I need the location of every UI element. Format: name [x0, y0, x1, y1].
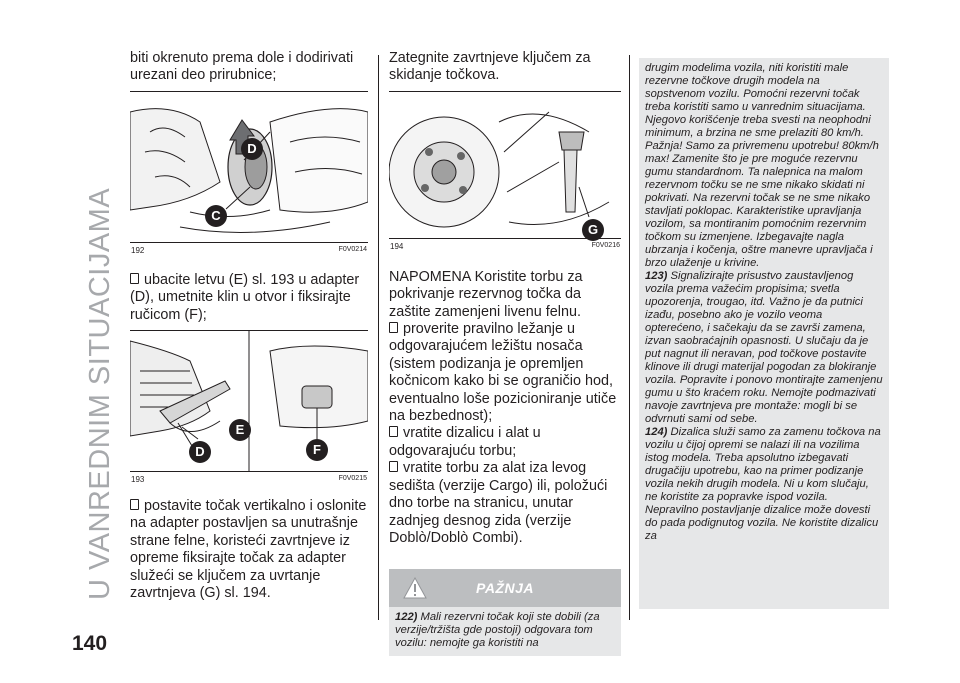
page-number: 140: [72, 632, 108, 655]
column-divider: [629, 55, 630, 620]
note-number: 122): [395, 611, 418, 624]
callout-marker: G: [582, 219, 604, 241]
step-item: postavite točak vertikalno i oslonite na adapter postavljen sa unutrašnje strane felne, koristeći zavrtnjeve iz opreme fiksirajte točak za adapter služeći se ključem za uvrtanje zavrtnjeva (G) sl. 194.: [130, 498, 367, 602]
figure-caption: [130, 472, 368, 484]
paragraph: Zategnite zavrtnjeve ključem za skidanje točkova.: [389, 50, 591, 84]
column-divider: [378, 55, 379, 620]
callout-marker: F: [306, 439, 328, 461]
warning-box: [389, 569, 621, 656]
figure-number: 193: [131, 475, 145, 485]
figure-code: F0V0215: [338, 475, 367, 483]
figure-code: F0V0216: [591, 241, 620, 249]
note-paragraph: NAPOMENA Koristite torbu za pokrivanje rezervnog točka da zaštite zamenjeni livenu felnu.: [389, 268, 583, 320]
wheel-adapter-illustration: [130, 92, 368, 242]
note-text: Mali rezervni točak koji ste dobili (za verzije/tržišta gde postoji) odgovara tom vozilu: nemojte ga koristiti na: [395, 611, 600, 650]
step-item: vratite dizalicu i alat u odgovarajuću torbu;: [389, 425, 621, 460]
figure-194: [389, 91, 621, 239]
figure-193: [130, 330, 368, 472]
note-number: 124): [645, 426, 668, 438]
callout-marker: D: [189, 441, 211, 463]
column-3: [639, 58, 889, 609]
callout-marker: E: [229, 419, 251, 441]
figure-number: 192: [131, 245, 145, 255]
note-text: Dizalica služi samo za zamenu točkova na vozilu u čijoj opremi se nalazi ili na vozilima istog modela. Treba apsolutno izbegavati drugačiju upotrebu, kao na primer podizanje vozila nekih drugih modela. Ni u kom slučaju, ne koristite za popravke ispod vozila. Nepravilno postavljanje dizalice može dovesti do pada podignutog vozila. Ne koristite dizalicu za: [645, 426, 881, 542]
note-123: [645, 270, 883, 426]
callout-marker: D: [241, 138, 263, 160]
section-side-title: [70, 40, 130, 600]
warning-continuation: [639, 58, 889, 609]
step-item: ubacite letvu (E) sl. 193 u adapter (D), umetnite klin u otvor i fiksirajte ručicom (F);: [130, 272, 368, 324]
figure-code: F0V0214: [338, 245, 367, 253]
figure-number: 194: [390, 241, 404, 251]
note-124: [645, 426, 883, 543]
warning-text: [389, 607, 621, 656]
figure-caption: [389, 239, 621, 251]
figure-caption: [130, 243, 368, 255]
adapter-bar-illustration: [130, 331, 368, 471]
paragraph: biti okrenuto prema dole i dodirivati urezani deo prirubnice;: [130, 50, 354, 84]
note-number: 123): [645, 270, 668, 282]
note-text: drugim modelima vozila, niti koristiti male rezervne točkove drugih modela na sopstvenom vozilu. Pomoćni rezervni točak treba koristiti samo u vanrednim situacijama. Njegovo korišćenje treba svesti na neophodni minimum, a brzina ne sme prelaziti 80 km/h. Pažnja! Samo za privremenu upotrebu! 80km/h max! Zamenite što je pre moguće rezervnu gumu standardnom. Ta nalepnica na malom rezervnom točku se ne sme nikako skidati ni pokrivati. Na rezervni točak se ne sme nikako stavljati poklopac. Karakteristike upravljanja vozilom, sa montiranim pomoćnim rezervnim točkom su izmenjene. Izbegavajte nagla ubrzanja i kočenja, oštre manevre upravljača i brzo ulaženje u krivine.: [645, 62, 879, 269]
step-item: vratite torbu za alat iza levog sedišta (verzije Cargo) ili, položući dno torbe na stranicu, unutar zadnjeg desnog zida (verzije Doblò/Doblò Combi).: [389, 460, 621, 547]
column-1: [130, 50, 368, 602]
warning-title: PAŽNJA: [476, 580, 534, 597]
note-text: Signalizirajte prisustvo zaustavljenog vozila prema važećim propisima; svetla upozorenja, trougao, itd. Važno je da putnici izađu, posebno ako je vozilo veoma opterećeno, i sačekaju da se završi zamena, izvan saobraćajnih opasnosti. U slučaju da je put nagnut ili neravan, pod točkove postavite klinove ili drugi materijal pogodan za blokiranje vozila. Popravite i ponovo montirajte zamenjenu gumu u što kraćem roku. Nemojte podmazivati navoje zavrtnjeva pre montaže: mogli bi se odvrnuti sami od sebe.: [645, 270, 883, 425]
wheel-bolt-illustration: [389, 92, 621, 238]
column-2: [389, 50, 621, 656]
section-title-text: U VANREDNIM SITUACIJAMA: [84, 187, 116, 600]
warning-header: [389, 569, 621, 607]
figure-192: [130, 91, 368, 243]
step-item: proverite pravilno ležanje u odgovarajućem ležištu nosača (sistem podizanja je opremljen kočnicom kako bi se ograničio hod, eventualno loše pozicioniranje utiče na bezbednost);: [389, 321, 621, 425]
callout-marker: C: [205, 205, 227, 227]
